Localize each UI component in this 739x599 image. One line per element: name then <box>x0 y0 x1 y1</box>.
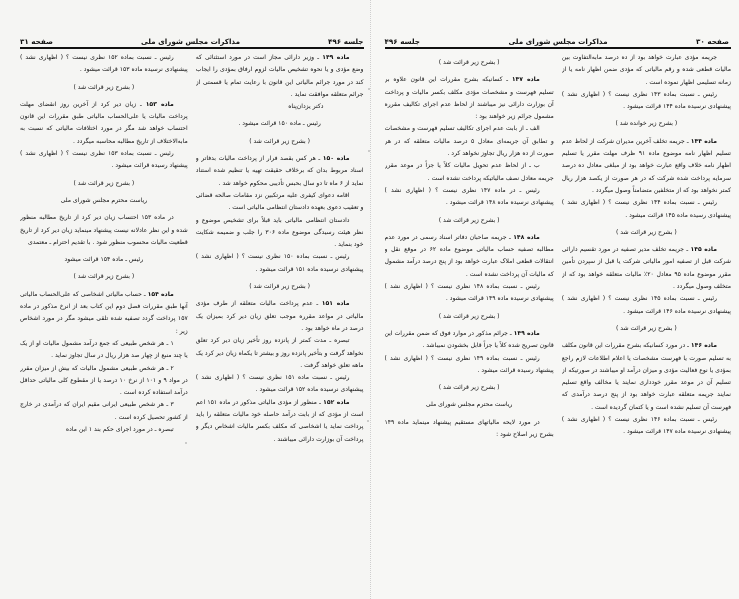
article-number: ماده ۱۵۱ <box>321 300 350 308</box>
article-paragraph <box>562 244 731 293</box>
speaker-remark: رئیس ـ نسبت بماده ۱۴۴ نظری نیست ؟ ( اظهاری نشد ) پیشنهادی رسیده ماده ۱۴۵ قرائت میشود . <box>561 199 731 219</box>
speaker-remark: رئیس ـ نسبت بماده ۱۴۶ نظری نیست ؟ ( اظهاری نشد ) پیشنهادی نرسیده ماده ۱۴۷ قرائت میشود . <box>561 416 731 436</box>
page-number: صفحه ۳۰ <box>696 37 729 46</box>
body-paragraph: در ماده ۱۵۳ احتساب زیان دیر کرد از تاریخ مطالبه منظور شده و این نظر عادلانه نیست پیشنهاد مینماید زیان دیر کرد از تاریخ قطعیت مالیات محسوب منظور شود . با تقدیم احترام ـ معتمدی <box>20 214 188 246</box>
centered-note: رئیس ـ ماده ۱۵۰ قرائت میشود . <box>238 120 321 128</box>
article-paragraph <box>562 136 731 197</box>
centered-note: ( بشرح زیر قرائت شد ) <box>438 216 500 224</box>
column-left-1 <box>196 52 364 591</box>
article-number: ماده ۱۵۳ <box>145 100 174 108</box>
centered-note: ریاست محترم مجلس شورای ملی <box>425 401 513 409</box>
article-paragraph <box>196 52 364 101</box>
header-rule <box>385 47 732 49</box>
article-text: ـ جرائم مذکور در موارد فوق که ضمن مقررات این قانون تصریح شده کلاً یا جزاً قابل بخشودن نمیباشد . <box>384 329 554 350</box>
article-paragraph <box>196 153 364 190</box>
article-text: ـ در مورد کسانیکه بشرح مقررات این قانون مکلف به تسلیم صورت یا فهرست مشخصات یا اعلام اطلاعات لازم راجع بمؤدی یا نوع فعالیت مؤدی و میزان درآمد او میباشند در صورتیکه از تسلیم آن در موعد مقرر خودداری نمایند یا مخالف واقع تسلیم نمایند جریمه متعلقه عبارت خواهد بود از پنج درصد درآمدی که فهرست آن تسلیم نشده است و یا کتمان گردیده است . <box>561 342 731 411</box>
article-paragraph <box>385 232 554 281</box>
body-paragraph: تبصره ـ مدت کمتر از پانزده روز تأخیر زیان دیر کرد تعلق نخواهد گرفت و بتأخیر پانزده روز و بیشتر تا یکماه زیان دیر کرد یک ماهه تعلق خواهد گرفت . <box>195 337 364 369</box>
body-paragraph: جریمه مؤدی عبارت خواهد بود از ده درصد مابه‌التفاوت بین مالیات قطعی شده و رقم مالیاتی که مؤدی ضمن اظهار نامه یا از زمانه تسلیمی اظهار نموده است . <box>561 54 731 86</box>
speaker-remark: رئیس ـ نسبت بماده ۱۵۳ نظری نیست ؟ ( اظهاری نشد ) پیشنهاد رسیده قرائت میشود . <box>20 150 188 170</box>
body-paragraph: ۳ ـ هر شخص طبیعی ایرانی مقیم ایران که درآمدی در خارج از کشور تحصیل کرده است . <box>20 401 188 421</box>
session-number: جلسه ۴۹۶ <box>328 37 364 46</box>
centered-note: ( بشرح زیر قرائت شد ) <box>615 324 677 332</box>
body-paragraph: ۲ ـ هر شخص طبیعی مشمول مالیات که بیش از میزان مقرر در مواد ۹ و ۱۰۱ از نرخ ۱۰ درصد یا از مقطوع کلی مالیاتی حداقل درآمد استفاده کرده است . <box>20 364 188 397</box>
speaker-remark: رئیس ـ نسبت بماده ۱۴۳ نظری نیست ؟ ( اظهاری نشد ) پیشنهادی نرسیده ماده ۱۴۴ قرائت میشود . <box>561 90 731 111</box>
article-paragraph <box>196 397 364 446</box>
scan-speck <box>367 420 369 422</box>
speaker-remark: رئیس ـ نسبت ماده ۱۵۱ نظری نیست ؟ ( اظهاری نشد ) پیشنهادی نرسیده ماده ۱۵۲ قرائت میشود . <box>195 374 364 394</box>
article-text: ـ کسانیکه بشرح مقررات این قانون علاوه بر تسلیم فهرست و مشخصات مؤدی مکلف بکسر مالیات و پرداخت آن بوزارت دارائی نیز میباشند از لحاظ عدم اجرای تکالیف مقرره مشمول جرائم زیر خواهند بود : <box>384 76 554 121</box>
column-left-2 <box>20 52 188 591</box>
body-paragraph: ب ـ از لحاظ عدم تحویل مالیات کلاً یا جزاً در موعد مقرر جریمه معادل نصف مالیاتیکه پرداخت نشده است . <box>384 162 554 182</box>
speaker-remark: رئیس ـ در ماده ۱۴۷ نظری نیست ؟ ( اظهاری نشد ) پیشنهادی نرسیده ماده ۱۴۸ قرائت میشود . <box>384 186 554 207</box>
centered-note: ( بشرح زیر قرائت شد ) <box>249 283 311 291</box>
article-paragraph <box>196 298 364 335</box>
scan-speck <box>368 150 370 152</box>
article-text: ـ هر کس بقصد فرار از پرداخت مالیات بدفاتر و اسناد مربوط بدان که برخلاف حقیقت تهیه یا تنظیم شده استناد نماید از ۶ ماه تا دو سال بحبس تأدیبی محکوم خواهد شد . <box>195 155 364 187</box>
centered-note: ریاست محترم مجلس شورای ملی <box>60 196 148 204</box>
article-number: ماده ۱۴۶ <box>690 342 717 350</box>
running-title: مذاکرات مجلس شورای ملی <box>508 37 608 46</box>
centered-note: ( بشرح زیر قرائت شد ) <box>438 59 500 66</box>
body-paragraph: الف ـ از بابت عدم اجرای تکالیف تسلیم فهرست و مشخصات و تطابق آن جریمه‌ای معادل ۵ درصد مالیات متعلقه که در هر صورت از ده هزار ریال تجاوز نخواهد کرد . <box>384 125 554 158</box>
running-title: مذاکرات مجلس شورای ملی <box>140 37 241 46</box>
scan-speck <box>185 442 187 444</box>
article-number: ماده ۱۵۴ <box>147 290 174 298</box>
left-page-columns <box>20 52 364 591</box>
session-number: جلسه ۴۹۶ <box>384 37 420 46</box>
header-rule <box>20 47 364 49</box>
article-text: ـ زیان دیر کرد از آخرین روز انقضای مهلت پرداخت مالیات یا علی‌الحساب مالیاتی طبق مقررات این قانون احتساب خواهد شد مگر در مورد اختلافات مالیاتی که نسبت به مابه‌الاختلاف از تاریخ مطالبه محاسبه میگردد . <box>20 100 188 145</box>
centered-note: ( بشرح زیر خوانده شد ) <box>615 120 678 128</box>
article-text: ـ عدم پرداخت مالیات متعلقه از طرف مؤدی مالیاتی در مواعد مقرره موجب تعلق زیان دیر کرد بمیزان یک درصد در ماه خواهد بود . <box>195 300 364 332</box>
body-paragraph: دادستان انتظامی مالیاتی باید قبلاً برای تشخیص موضوع و نظر هیئت رسیدگی موضوع ماده ۳۰۶ را جلب و ضمیمه شکایت خود بنماید . <box>195 216 364 249</box>
article-number: ماده ۱۵۰ <box>322 155 350 163</box>
speaker-remark: رئیس ـ نسبت بماده ۱۴۸ نظری نیست ؟ ( اظهاری نشد ) پیشنهادی نرسیده ماده ۱۴۹ قرائت میشود . <box>384 283 554 303</box>
body-paragraph: در مورد لایحه مالیاتهای مستقیم پیشنهاد مینماید ماده ۱۴۹ بشرح زیر اصلاح شود : <box>384 418 554 439</box>
centered-note: ( بشرح زیر قرائت شد ) <box>249 137 311 145</box>
article-number: ماده ۱۴۷ <box>511 76 540 84</box>
centered-note: ( بشرح زیر قرائت شد ) <box>615 228 677 236</box>
centered-note: ( بشرح زیر قرائت شد ) <box>73 273 135 281</box>
speaker-remark: رئیس ـ نسبت بماده ۱۵۰ نظری نیست ؟ ( اظهاری نشد ) پیشنهادی نرسیده ماده ۱۵۱ قرائت میشود . <box>195 253 364 273</box>
centered-note: رئیس ـ ماده ۱۵۴ قرائت میشود <box>64 256 144 264</box>
article-text: ـ جریمه تخلف مدیر تصفیه در مورد تقسیم دارائی شرکت قبل از تصفیه امور مالیاتی شرکت یا قبل از سپردن تأمین مقرر موضوع ماده ۹۵ معادل ۲۰٪ مالیات متعلقه خواهد بود که از متخلف وصول میگردد . <box>561 246 731 291</box>
right-page <box>370 0 739 599</box>
article-text: ـ وزیر دارائی مجاز است در مورد استثنائی که وضع مؤدی و یا نحوه تشخیص مالیات لزوم ارفاق بمؤدی را ایجاب کند در مورد جرائم مالیاتی این قانون با رعایت تمام یا قسمتی از جرائم متعلقه موافقت نماید . <box>195 54 364 98</box>
article-paragraph <box>385 74 554 123</box>
centered-note: ( بشرح زیر قرائت شد ) <box>438 312 500 320</box>
centered-note: ( بشرح زیر قرائت شد ) <box>73 83 135 91</box>
signature: دکتر یزدان‌پناه <box>288 103 324 111</box>
body-paragraph: اقامه دعوای کیفری علیه مرتکبین نزد مقامات صالحه قضائی و تعقیب دعوی بعهده دادستان انتظامی مالیاتی است . <box>195 191 364 212</box>
article-number: ماده ۱۴۵ <box>690 246 717 254</box>
right-page-header <box>385 36 730 46</box>
article-number: ماده ۱۴۸ <box>513 233 540 241</box>
article-number: ماده ۱۴۹ <box>513 329 540 337</box>
body-paragraph: ۱ ـ هر شخص طبیعی که جمع درآمد مشمول مالیات او از یک یا چند منبع از چهار صد هزار ریال در سال تجاوز نماید . <box>20 339 188 360</box>
scan-speck <box>368 88 370 90</box>
article-text: ـ حساب مالیاتی اشخاصی که علی‌الحساب مالیاتی آنها طبق مقررات فصل دوم این کتاب بعد از انرخ مذکور در ماده ۱۵۷ پرداخت گردد تصفیه شده تلقی میشود مگر در مورد اشخاص زیر : <box>20 290 188 335</box>
article-text: ـ جریمه صاحبان دفاتر اسناد رسمی در مورد عدم مطالبه تصفیه حساب مالیاتی موضوع ماده ۶۲ در موقع نقل و انتقالات قطعی املاک عبارت خواهد بود از پنج درصد درآمد مشمول که مالیات آن پرداخت نشده است . <box>384 233 554 278</box>
article-paragraph <box>20 289 188 338</box>
centered-note: ( بشرح زیر قرائت شد ) <box>438 384 500 392</box>
article-paragraph <box>20 99 188 148</box>
article-paragraph <box>385 328 554 353</box>
article-number: ماده ۱۵۲ <box>323 398 350 406</box>
speaker-remark: رئیس ـ نسبت بماده ۱۵۲ نظری نیست ؟ ( اظهاری نشد ) پیشنهادی نرسیده ماده ۱۵۳ قرائت میشود . <box>20 54 188 74</box>
column-right-2 <box>385 52 554 591</box>
article-text: ـ جریمه تخلف آخرین مدیران شرکت از لحاظ عدم تسلیم اظهار نامه موضوع ماده ۹۱ ظرف مهلت مقرر یا تسلیم اظهار نامه خلاف واقع عبارت خواهد بود از مبلغی معادل ده درصد سرمایه پرداخت شده شرکت که در هر صورت از یکصد هزار ریال کمتر نخواهد بود که از متخلفین متضامناً وصول میگردد . <box>561 137 731 194</box>
article-number: ماده ۱۴۴ <box>690 137 717 145</box>
column-right-1 <box>562 52 731 591</box>
speaker-remark: رئیس ـ نسبت بماده ۱۴۵ نظری نیست ؟ ( اظهاری نشد ) پیشنهادی نرسیده ماده ۱۴۶ قرائت میشود . <box>561 295 731 315</box>
article-number: ماده ۱۴۹ <box>322 54 350 61</box>
left-page-header <box>20 36 364 46</box>
speaker-remark: رئیس ـ نسبت بماده ۱۴۹ نظری نیست ؟ ( اظهاری نشد ) پیشنهاد رسیده قرائت میشود . <box>384 354 554 374</box>
centered-note: ( بشرح زیر قرائت شد ) <box>73 179 135 187</box>
article-paragraph <box>562 340 731 414</box>
article-text: ـ منظور از مؤدی مالیاتی مذکور در ماده ۱۵۱ اعم است از مؤدی که از بابت درآمد حاصله خود مالیات متعلقه را باید پرداخت نماید یا اشخاصی که مکلف بکسر مالیات اشخاص دیگر و پرداخت آن بوزارت دارائی میباشند . <box>195 398 364 443</box>
page-number: صفحه ۳۱ <box>20 37 53 46</box>
body-paragraph: تبصره ـ در مورد اجرای حکم بند ۱ این ماده <box>65 426 174 434</box>
right-page-columns <box>385 52 732 591</box>
